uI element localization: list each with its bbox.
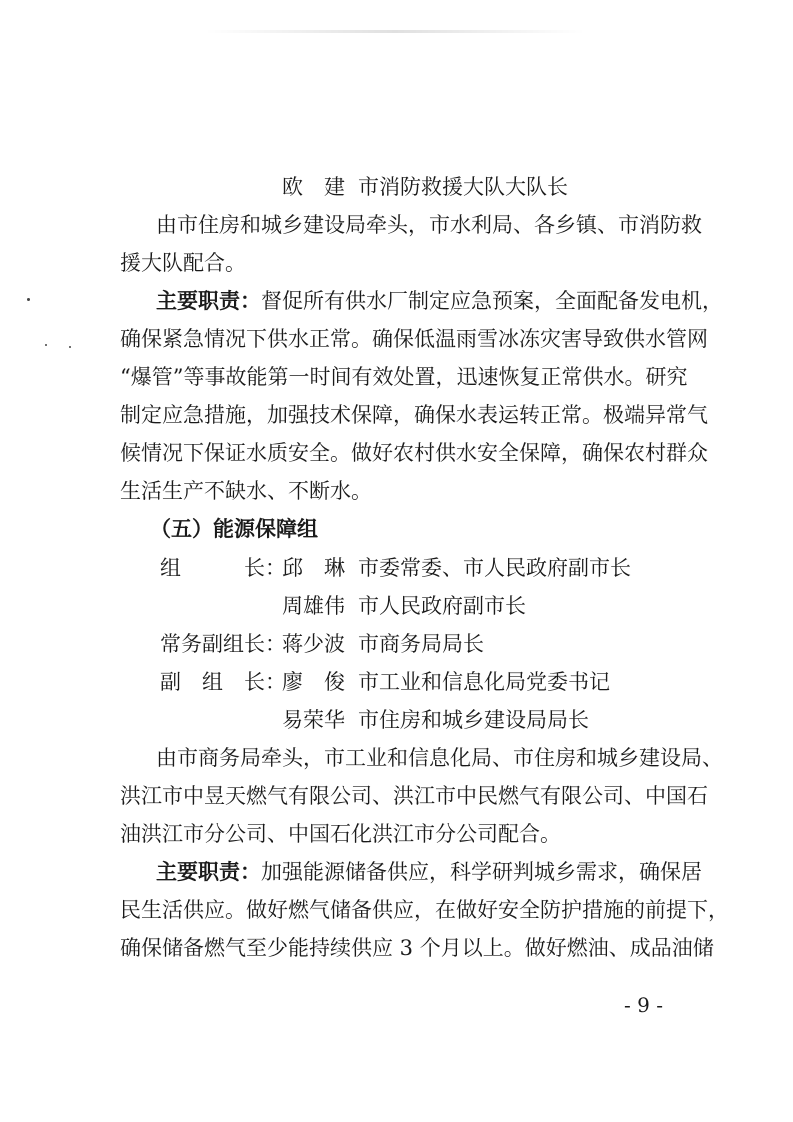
scan-edge-line (205, 30, 585, 33)
duty1-line1-text: 督促所有供水厂制定应急预案，全面配备发电机， (261, 289, 723, 313)
scan-speck (45, 344, 47, 346)
member-role: 常务副组长： (160, 632, 286, 656)
scan-speck (27, 298, 30, 301)
duty1-line1 (156, 286, 723, 316)
member-role: 组 长： (160, 556, 286, 580)
section-heading: （五）能源保障组 (150, 516, 318, 541)
para2-line3: 油洪江市分公司、中国石化洪江市分公司配合。 (120, 822, 561, 846)
duty1-label: 主要职责： (156, 288, 261, 313)
member-role: 副 组 长： (160, 670, 286, 694)
para2-line2: 洪江市中昱天燃气有限公司、洪江市中民燃气有限公司、中国石 (120, 784, 708, 808)
member-name: 廖 俊 (282, 670, 345, 694)
duty2-line3: 确保储备燃气至少能持续供应 3 个月以上。做好燃油、成品油储 (120, 936, 714, 960)
member-name: 邱 琳 (282, 556, 345, 580)
duty2-label: 主要职责： (156, 859, 261, 884)
duty1-line4: 制定应急措施，加强技术保障，确保水表运转正常。极端异常气 (120, 403, 708, 427)
para2-line1: 由市商务局牵头，市工业和信息化局、市住房和城乡建设局、 (156, 746, 723, 770)
member-name: 易荣华 (282, 708, 345, 732)
member-title: 市商务局局长 (358, 632, 484, 656)
member-name: 蒋少波 (282, 632, 345, 656)
duty2-line1-text: 加强能源储备供应，科学研判城乡需求，确保居 (261, 860, 702, 884)
member-title: 市住房和城乡建设局局长 (358, 708, 589, 732)
duty2-line1 (156, 857, 716, 887)
duty1-line3: “爆管”等事故能第一时间有效处置，迅速恢复正常供水。研究 (120, 365, 688, 389)
scan-speck (69, 346, 71, 348)
para1-line1: 由市住房和城乡建设局牵头，市水利局、各乡镇、市消防救 (156, 213, 702, 237)
member-title: 市人民政府副市长 (358, 594, 526, 618)
duty1-line2: 确保紧急情况下供水正常。确保低温雨雪冰冻灾害导致供水管网 (120, 327, 708, 351)
member-title: 市工业和信息化局党委书记 (358, 670, 610, 694)
header-name: 欧 建 (282, 175, 345, 199)
duty1-line6: 生活生产不缺水、不断水。 (120, 479, 372, 503)
header-title: 市消防救援大队大队长 (358, 175, 568, 199)
duty1-line5: 候情况下保证水质安全。做好农村供水安全保障，确保农村群众 (120, 441, 708, 465)
page-number: - 9 - (624, 993, 663, 1017)
member-name: 周雄伟 (282, 594, 345, 618)
member-title: 市委常委、市人民政府副市长 (358, 556, 631, 580)
para1-line2: 援大队配合。 (120, 251, 246, 275)
duty2-line2: 民生活供应。做好燃气储备供应，在做好安全防护措施的前提下， (120, 898, 729, 922)
